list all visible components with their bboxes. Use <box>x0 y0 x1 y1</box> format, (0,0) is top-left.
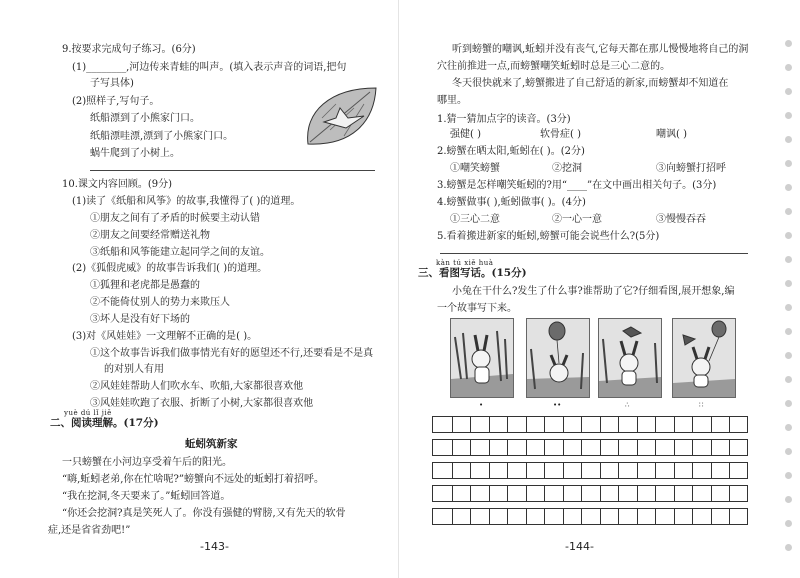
story-paragraph-2: “嗨,蚯蚓老弟,你在忙啥呢?”螃蟹向不远处的蚯蚓打着招呼。 <box>62 474 324 485</box>
q10-part1-option3: ③纸船和风筝能建立起同学之间的友谊。 <box>90 247 270 258</box>
rabbit-walking-illustration <box>451 319 513 397</box>
writing-grid-cell[interactable] <box>711 486 731 501</box>
q9-task: 蜗牛爬到了小树上。 <box>90 148 180 159</box>
story-title: 蚯蚓筑新家 <box>185 438 238 450</box>
q10-part3-option1-cont: 的对别人有用 <box>104 364 164 375</box>
binding-hole <box>785 136 792 143</box>
writing-grid-row[interactable] <box>432 439 748 456</box>
question-1-a: 强健( ) <box>450 129 481 140</box>
page-number-right: -144- <box>565 540 594 553</box>
story-line-4: 哪里。 <box>437 95 467 106</box>
writing-grid-cell[interactable] <box>526 440 546 455</box>
rabbit-balloon-illustration <box>527 319 589 397</box>
writing-grid-cell[interactable] <box>655 486 675 501</box>
writing-grid-cell[interactable] <box>600 463 620 478</box>
section3-prompt-1: 小兔在干什么?发生了什么事?谁帮助了它?仔细看图,展开想象,编 <box>452 286 735 297</box>
writing-grid-cell[interactable] <box>692 417 712 432</box>
writing-grid-cell[interactable] <box>470 486 490 501</box>
writing-grid-cell[interactable] <box>618 463 638 478</box>
q10-part2: (2)《狐假虎威》的故事告诉我们( )的道理。 <box>72 263 268 274</box>
q10-part2-option3: ③坏人是没有好下场的 <box>90 314 190 325</box>
writing-grid-cell[interactable] <box>470 417 490 432</box>
writing-grid-cell[interactable] <box>563 486 583 501</box>
writing-grid-cell[interactable] <box>655 417 675 432</box>
binding-hole <box>785 160 792 167</box>
writing-grid-cell[interactable] <box>674 417 694 432</box>
question-2-option1: ①嘲笑螃蟹 <box>450 163 500 174</box>
answer-line <box>90 170 375 171</box>
picture-panel-4 <box>672 318 736 398</box>
writing-grid-cell[interactable] <box>544 509 564 524</box>
writing-grid-row[interactable] <box>432 485 748 502</box>
binding-hole <box>785 184 792 191</box>
q10-title: 10.课文内容回顾。(9分) <box>62 179 173 190</box>
picture-panel-3 <box>598 318 662 398</box>
page-divider <box>398 0 399 578</box>
writing-grid-cell[interactable] <box>618 417 638 432</box>
binding-hole <box>785 544 792 551</box>
binding-hole <box>785 88 792 95</box>
question-4: 4.螃蟹做事( ),蚯蚓做事( )。(4分) <box>437 197 586 208</box>
writing-grid-cell[interactable] <box>581 486 601 501</box>
leaf-paper-boat-icon <box>300 82 382 152</box>
question-3: 3.螃蟹是怎样嘲笑蚯蚓的?用“____”在文中画出相关句子。(3分) <box>437 180 717 191</box>
panel-1-dots: • <box>479 401 484 409</box>
question-4-option3: ③慢慢吞吞 <box>656 214 706 225</box>
question-1-b: 软骨症( ) <box>540 129 581 140</box>
binding-hole <box>785 304 792 311</box>
q10-part1-option1: ①朋友之间有了矛盾的时候要主动认错 <box>90 213 260 224</box>
writing-grid-cell[interactable] <box>489 440 509 455</box>
writing-grid-cell[interactable] <box>581 417 601 432</box>
binding-hole <box>785 472 792 479</box>
writing-grid-cell[interactable] <box>637 486 657 501</box>
q10-part2-option1: ①狐狸和老虎都是愚蠢的 <box>90 280 200 291</box>
writing-grid-cell[interactable] <box>655 509 675 524</box>
writing-grid-cell[interactable] <box>544 463 564 478</box>
question-2-option3: ③向螃蟹打招呼 <box>656 163 726 174</box>
writing-grid-cell[interactable] <box>489 463 509 478</box>
writing-grid-cell[interactable] <box>581 440 601 455</box>
writing-grid-cell[interactable] <box>433 463 453 478</box>
binding-hole <box>785 352 792 359</box>
binding-hole <box>785 256 792 263</box>
writing-grid-cell[interactable] <box>470 440 490 455</box>
page-number-left: -143- <box>200 540 229 553</box>
writing-grid-cell[interactable] <box>507 417 527 432</box>
writing-grid-cell[interactable] <box>711 509 731 524</box>
writing-grid-row[interactable] <box>432 508 748 525</box>
writing-grid-cell[interactable] <box>600 440 620 455</box>
writing-grid-cell[interactable] <box>563 440 583 455</box>
section3-pinyin: kàn tú xiě huà <box>436 259 494 267</box>
binding-hole <box>785 496 792 503</box>
q9-example2: 纸船漂哇漂,漂到了小熊家门口。 <box>90 131 234 142</box>
binding-hole <box>785 424 792 431</box>
writing-grid-row[interactable] <box>432 416 748 433</box>
writing-grid-cell[interactable] <box>600 486 620 501</box>
story-paragraph-4-cont: 症,还是省省劲吧!” <box>48 525 131 536</box>
writing-grid-cell[interactable] <box>637 509 657 524</box>
writing-grid-cell[interactable] <box>544 417 564 432</box>
writing-grid-cell[interactable] <box>692 463 712 478</box>
writing-grid-cell[interactable] <box>507 486 527 501</box>
writing-grid-cell[interactable] <box>655 440 675 455</box>
writing-grid-cell[interactable] <box>711 440 731 455</box>
writing-grid-cell[interactable] <box>433 486 453 501</box>
writing-grid-cell[interactable] <box>563 417 583 432</box>
story-paragraph-1: 一只螃蟹在小河边享受着午后的阳光。 <box>62 457 232 468</box>
story-paragraph-3: “我在挖洞,冬天要来了。”蚯蚓回答道。 <box>62 491 231 502</box>
binding-hole <box>785 448 792 455</box>
picture-panel-2 <box>526 318 590 398</box>
writing-grid-cell[interactable] <box>544 486 564 501</box>
writing-grid-cell[interactable] <box>526 509 546 524</box>
writing-grid-cell[interactable] <box>600 417 620 432</box>
writing-grid-cell[interactable] <box>526 463 546 478</box>
writing-grid-cell[interactable] <box>711 463 731 478</box>
bird-helps-rabbit-illustration <box>599 319 661 397</box>
binding-hole <box>785 328 792 335</box>
answer-line <box>440 253 748 254</box>
writing-grid-cell[interactable] <box>692 440 712 455</box>
writing-grid-cell[interactable] <box>600 509 620 524</box>
section2-title: 二、阅读理解。(17分) <box>50 417 159 429</box>
writing-grid-cell[interactable] <box>526 417 546 432</box>
writing-grid-cell[interactable] <box>470 509 490 524</box>
writing-grid-cell[interactable] <box>452 440 472 455</box>
writing-grid-cell[interactable] <box>637 440 657 455</box>
writing-grid-cell[interactable] <box>581 509 601 524</box>
writing-grid-cell[interactable] <box>507 463 527 478</box>
writing-grid-cell[interactable] <box>655 463 675 478</box>
writing-grid-cell[interactable] <box>507 509 527 524</box>
writing-grid[interactable] <box>432 416 748 527</box>
q9-example1: 纸船漂到了小熊家门口。 <box>90 113 200 124</box>
binding-hole <box>785 520 792 527</box>
writing-grid-cell[interactable] <box>489 417 509 432</box>
writing-grid-cell[interactable] <box>452 417 472 432</box>
q10-part3-option2: ②风娃娃帮助人们吹水车、吹船,大家都很喜欢他 <box>90 381 304 392</box>
writing-grid-cell[interactable] <box>452 486 472 501</box>
writing-grid-cell[interactable] <box>637 417 657 432</box>
panel-4-dots: ∷ <box>699 401 704 409</box>
story-line-3: 冬天很快就来了,螃蟹搬进了自己舒适的新家,而螃蟹却不知道在 <box>452 78 729 89</box>
q9-title: 9.按要求完成句子练习。(6分) <box>62 44 196 55</box>
writing-grid-cell[interactable] <box>674 440 694 455</box>
binding-hole <box>785 400 792 407</box>
writing-grid-cell[interactable] <box>526 486 546 501</box>
writing-grid-cell[interactable] <box>674 509 694 524</box>
q10-part3-option1: ①这个故事告诉我们做事情光有好的愿望还不行,还要看是不是真 <box>90 348 374 359</box>
writing-grid-cell[interactable] <box>692 486 712 501</box>
section2-pinyin: yuè dú lǐ jiě <box>64 409 112 417</box>
writing-grid-cell[interactable] <box>581 463 601 478</box>
writing-grid-cell[interactable] <box>674 486 694 501</box>
question-2-option2: ②挖洞 <box>552 163 582 174</box>
writing-grid-cell[interactable] <box>674 463 694 478</box>
q10-part1: (1)读了《纸船和风筝》的故事,我懂得了( )的道理。 <box>72 196 301 207</box>
story-line-2: 穴往前推进一点,而螃蟹嘲笑蚯蚓时总是三心二意的。 <box>437 61 671 72</box>
writing-grid-cell[interactable] <box>433 440 453 455</box>
q10-part2-option2: ②不能倚仗别人的势力来欺压人 <box>90 297 230 308</box>
binding-hole <box>785 112 792 119</box>
panel-3-dots: ∴ <box>625 401 630 409</box>
question-4-option1: ①三心二意 <box>450 214 500 225</box>
binding-holes <box>785 40 795 550</box>
binding-hole <box>785 376 792 383</box>
story-line-1: 听到螃蟹的嘲讽,蚯蚓并没有丧气,它每天都在那儿慢慢地将自己的洞 <box>452 44 749 55</box>
writing-grid-cell[interactable] <box>452 463 472 478</box>
binding-hole <box>785 280 792 287</box>
binding-hole <box>785 64 792 71</box>
writing-grid-row[interactable] <box>432 462 748 479</box>
writing-grid-cell[interactable] <box>489 509 509 524</box>
question-1-c: 嘲讽( ) <box>656 129 687 140</box>
q9-part1: (1)________,河边传来青蛙的叫声。(填入表示声音的词语,把句 <box>72 62 347 73</box>
binding-hole <box>785 208 792 215</box>
binding-hole <box>785 40 792 47</box>
panel-2-dots: •• <box>553 401 562 409</box>
q10-part3: (3)对《风娃娃》一文理解不正确的是( )。 <box>72 331 258 342</box>
writing-grid-cell[interactable] <box>563 509 583 524</box>
writing-grid-cell[interactable] <box>433 509 453 524</box>
section3-prompt-2: 一个故事写下来。 <box>437 303 517 314</box>
writing-grid-cell[interactable] <box>711 417 731 432</box>
question-5: 5.看着搬进新家的蚯蚓,螃蟹可能会说些什么?(5分) <box>437 231 660 242</box>
writing-grid-cell[interactable] <box>692 509 712 524</box>
writing-grid-cell[interactable] <box>489 486 509 501</box>
binding-hole <box>785 232 792 239</box>
question-2: 2.螃蟹在晒太阳,蚯蚓在( )。(2分) <box>437 146 585 157</box>
q10-part1-option2: ②朋友之间要经常赠送礼物 <box>90 230 210 241</box>
writing-grid-cell[interactable] <box>507 440 527 455</box>
picture-panel-1 <box>450 318 514 398</box>
story-paragraph-4: “你还会挖洞?真是笑死人了。你没有强健的臂膀,又有先天的软骨 <box>62 508 346 519</box>
writing-grid-cell[interactable] <box>637 463 657 478</box>
section3-title: 三、看图写话。(15分) <box>418 267 527 279</box>
writing-grid-cell[interactable] <box>563 463 583 478</box>
q10-part3-option3: ③风娃娃吹跑了衣服、折断了小树,大家都很喜欢他 <box>90 398 314 409</box>
q9-part1-cont: 子写具体) <box>90 78 134 89</box>
writing-grid-cell[interactable] <box>470 463 490 478</box>
writing-grid-cell[interactable] <box>618 486 638 501</box>
writing-grid-cell[interactable] <box>618 509 638 524</box>
writing-grid-cell[interactable] <box>452 509 472 524</box>
writing-grid-cell[interactable] <box>433 417 453 432</box>
writing-grid-cell[interactable] <box>544 440 564 455</box>
rabbit-gets-balloon-illustration <box>673 319 735 397</box>
question-1: 1.猜一猜加点字的读音。(3分) <box>437 114 571 125</box>
q9-part2: (2)照样子,写句子。 <box>72 96 160 107</box>
question-4-option2: ②一心一意 <box>552 214 602 225</box>
writing-grid-cell[interactable] <box>618 440 638 455</box>
